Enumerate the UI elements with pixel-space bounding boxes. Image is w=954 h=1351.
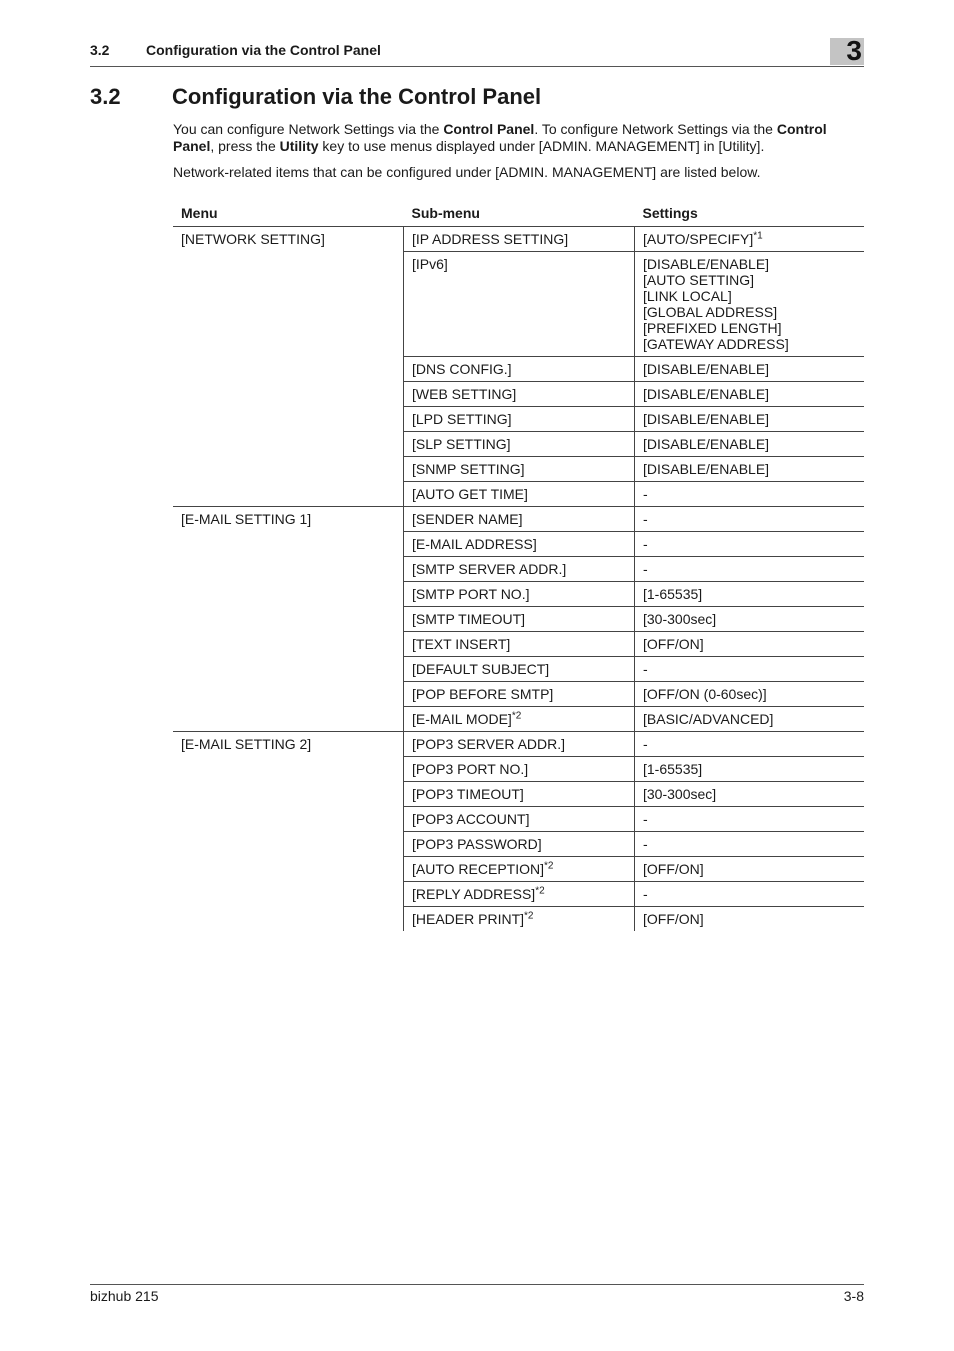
settings-value-text: - [643,661,648,677]
settings-value-text: [GLOBAL ADDRESS] [643,304,778,320]
settings-value-text: [DISABLE/ENABLE] [643,411,770,427]
settings-value [643,711,856,727]
settings-cell [635,532,865,557]
settings-value [643,661,856,677]
settings-value-text: [1-65535] [643,761,703,777]
intro-bold-utility: Utility [279,138,319,154]
settings-value [643,886,856,902]
submenu-cell [404,507,635,532]
settings-cell [635,807,865,832]
submenu-cell [404,657,635,682]
submenu-label: [SENDER NAME] [412,511,523,527]
intro-text: . To configure Network Settings via the [534,121,777,137]
settings-value [643,536,856,552]
settings-value [643,736,856,752]
settings-cell [635,607,865,632]
submenu-label: [AUTO RECEPTION] [412,861,544,877]
footnote-marker: *2 [524,910,534,922]
submenu-label: [AUTO GET TIME] [412,486,528,502]
settings-value-text: [OFF/ON] [643,911,704,927]
submenu-cell [404,382,635,407]
submenu-label: [REPLY ADDRESS] [412,886,536,902]
settings-cell [635,732,865,757]
column-header-menu: Menu [173,196,404,227]
submenu-cell [404,432,635,457]
settings-value [643,336,856,352]
footnote-marker: *2 [543,860,554,872]
settings-value [643,586,856,602]
settings-value-text: [OFF/ON (0-60sec)] [643,686,767,702]
settings-value [643,320,856,336]
header-section-number: 3.2 [90,42,110,58]
chapter-number: 3 [846,35,862,66]
submenu-label: [POP3 ACCOUNT] [412,811,530,827]
submenu-cell [404,252,635,357]
submenu-cell [404,227,635,252]
settings-value-text: [30-300sec] [643,611,717,627]
column-header-settings: Settings [635,196,865,227]
submenu-cell [404,882,635,907]
settings-value [643,511,856,527]
settings-value-text: [OFF/ON] [643,861,704,877]
settings-cell [635,432,865,457]
settings-value-text: [DISABLE/ENABLE] [643,461,770,477]
submenu-cell [404,732,635,757]
settings-value-text: [GATEWAY ADDRESS] [643,336,789,352]
intro-text: , press the [210,138,280,154]
settings-value-text: - [643,836,648,852]
submenu-label: [POP3 TIMEOUT] [412,786,524,802]
settings-cell [635,582,865,607]
settings-value [643,911,856,927]
settings-value-text: [BASIC/ADVANCED] [643,711,774,727]
settings-cell [635,832,865,857]
table-row [173,227,864,252]
submenu-label: [LPD SETTING] [412,411,512,427]
settings-value [643,361,856,377]
running-header [90,42,864,67]
settings-value [643,686,856,702]
settings-cell [635,557,865,582]
settings-cell [635,707,865,732]
submenu-cell [404,832,635,857]
footer-page-number: 3-8 [843,1288,864,1304]
section-heading-title: Configuration via the Control Panel [172,84,542,109]
submenu-cell [404,557,635,582]
settings-value [643,272,856,288]
submenu-label: [SMTP SERVER ADDR.] [412,561,567,577]
submenu-cell [404,357,635,382]
submenu-label: [E-MAIL ADDRESS] [412,536,537,552]
settings-cell [635,382,865,407]
intro-bold-control-panel: Control Panel [443,121,535,137]
submenu-cell [404,407,635,432]
table-row [173,507,864,532]
settings-value [643,411,856,427]
submenu-cell [404,532,635,557]
settings-value-text: [AUTO/SPECIFY] [643,231,754,247]
settings-value [643,786,856,802]
settings-value [643,486,856,502]
settings-value [643,288,856,304]
submenu-cell [404,857,635,882]
settings-value-text: [DISABLE/ENABLE] [643,386,770,402]
submenu-label: [SLP SETTING] [412,436,511,452]
settings-cell [635,507,865,532]
submenu-label: [SMTP TIMEOUT] [412,611,526,627]
submenu-cell [404,482,635,507]
submenu-label: [IP ADDRESS SETTING] [412,231,569,247]
intro-text: key to use menus displayed under [ADMIN. MANAGEMENT] in [Utility]. [318,138,765,154]
settings-value-text: - [643,486,648,502]
menu-cell: [NETWORK SETTING] [173,227,404,507]
settings-cell [635,782,865,807]
table-header-row [173,196,864,227]
settings-value-text: - [643,561,648,577]
settings-value-text: - [643,811,648,827]
intro-text: You can configure Network Settings via the [173,121,444,137]
settings-value [643,611,856,627]
submenu-label: [POP3 PORT NO.] [412,761,529,777]
submenu-label: [WEB SETTING] [412,386,517,402]
settings-cell [635,907,865,932]
submenu-cell [404,607,635,632]
submenu-label: [DNS CONFIG.] [412,361,512,377]
submenu-label: [TEXT INSERT] [412,636,511,652]
submenu-label: [POP3 SERVER ADDR.] [412,736,566,752]
submenu-label: [HEADER PRINT] [412,911,525,927]
chapter-badge [830,35,864,66]
column-header-submenu: Sub-menu [404,196,635,227]
intro-paragraph-1 [173,121,863,155]
settings-cell [635,682,865,707]
settings-cell [635,457,865,482]
settings-value [643,861,856,877]
intro-bold-control-panel: Control Panel [173,121,827,154]
settings-value-text: - [643,511,648,527]
settings-value [643,256,856,272]
settings-value [643,561,856,577]
settings-value-text: - [643,736,648,752]
settings-table [173,196,864,931]
settings-cell [635,357,865,382]
settings-value-text: [DISABLE/ENABLE] [643,436,770,452]
settings-value-text: [PREFIXED LENGTH] [643,320,782,336]
submenu-cell [404,782,635,807]
submenu-label: [DEFAULT SUBJECT] [412,661,550,677]
menu-cell: [E-MAIL SETTING 1] [173,507,404,732]
settings-value [643,636,856,652]
settings-value-text: [LINK LOCAL] [643,288,732,304]
intro-paragraph-2: Network-related items that can be configured under [ADMIN. MANAGEMENT] are listed below. [173,164,761,180]
submenu-label: [POP3 PASSWORD] [412,836,542,852]
submenu-label: [SNMP SETTING] [412,461,525,477]
submenu-cell [404,907,635,932]
table-row [173,732,864,757]
footer-product: bizhub 215 [90,1288,159,1304]
settings-cell [635,252,865,357]
submenu-label: [SMTP PORT NO.] [412,586,530,602]
settings-cell [635,757,865,782]
settings-value-text: [DISABLE/ENABLE] [643,361,770,377]
settings-value [643,761,856,777]
footnote-marker: *1 [753,230,763,242]
submenu-label: [POP BEFORE SMTP] [412,686,554,702]
settings-value [643,386,856,402]
submenu-cell [404,682,635,707]
settings-cell [635,482,865,507]
settings-value [643,836,856,852]
settings-value [643,811,856,827]
settings-value-text: [OFF/ON] [643,636,704,652]
submenu-cell [404,457,635,482]
settings-cell [635,227,865,252]
section-heading [90,84,541,110]
submenu-cell [404,707,635,732]
settings-value-text: - [643,886,648,902]
settings-value-text: [1-65535] [643,586,703,602]
menu-cell: [E-MAIL SETTING 2] [181,736,312,752]
submenu-cell [404,757,635,782]
settings-value-text: - [643,536,648,552]
footnote-marker: *2 [535,885,545,897]
page-footer [90,1284,864,1304]
submenu-label: [E-MAIL MODE] [412,711,512,727]
settings-value-text: [DISABLE/ENABLE] [643,256,770,272]
settings-cell [635,857,865,882]
settings-value [643,461,856,477]
section-heading-number: 3.2 [90,84,121,109]
settings-value [643,304,856,320]
settings-cell [635,882,865,907]
header-section-title: Configuration via the Control Panel [146,42,381,58]
settings-cell [635,657,865,682]
settings-value-text: [AUTO SETTING] [643,272,754,288]
settings-value [643,436,856,452]
submenu-cell [404,632,635,657]
settings-cell [635,632,865,657]
submenu-label: [IPv6] [412,256,448,272]
submenu-cell [404,807,635,832]
footnote-marker: *2 [511,710,522,722]
submenu-cell [404,582,635,607]
settings-value-text: [30-300sec] [643,786,717,802]
settings-cell [635,407,865,432]
settings-value [643,231,856,247]
